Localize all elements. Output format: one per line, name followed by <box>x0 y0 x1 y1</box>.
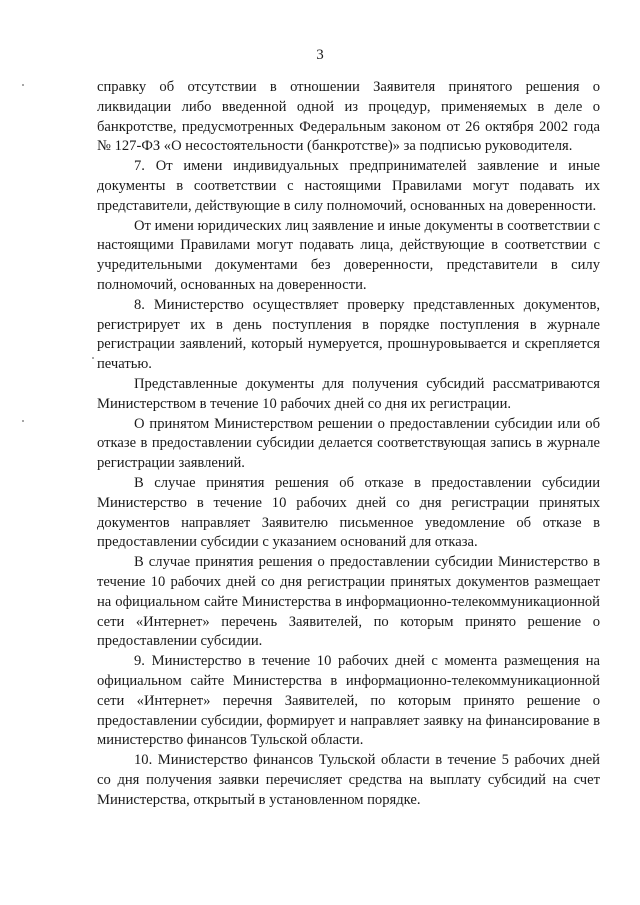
paragraph-clause-7-legal-entities: От имени юридических лиц заявление и иные документы в соответствии с настоящими Правилами могут подавать лица, действующие в соответствии с учредительными документами без доверенности, представители в силу полномочий, основанных на доверенности. <box>97 217 600 293</box>
paragraph-bankruptcy-certificate: справку об отсутствии в отношении Заявителя принятого решения о ликвидации либо введенной одной из процедур, применяемых в деле о банкротстве, предусмотренных Федеральным законом от 26 октября 2002 года № 127-ФЗ «О несостоятельности (банкротстве)» за подписью руководителя. <box>97 79 600 155</box>
paragraph-clause-10-funds-transfer: 10. Министерство финансов Тульской области в течение 5 рабочих дней со дня получения заявки перечисляет средства на выплату субсидий на счет Министерства, открытый в установленном порядке. <box>97 752 600 808</box>
paragraph-clause-8-verification: 8. Министерство осуществляет проверку представленных документов, регистрирует их в день поступления в порядке поступления в журнале регистрации заявлений, который нумеруется, прошнуровывается и скрепляется печатью. <box>97 296 600 373</box>
paragraph-clause-8-approval-publication: В случае принятия решения о предоставлении субсидии Министерство в течение 10 рабочих дней со дня регистрации принятых документов размещает на официальном сайте Министерства в информационно-телекоммуникационной сети «Интернет» перечень Заявителей, по которым принято решение о предоставлении субсидии. <box>97 554 600 650</box>
page-number: 3 <box>316 47 324 63</box>
document-body <box>97 78 600 810</box>
paragraph-clause-7-entrepreneurs: 7. От имени индивидуальных предпринимателей заявление и иные документы в соответствии с настоящими Правилами могут подавать их представители, действующие в силу полномочий, основанных на доверенности. <box>97 158 600 214</box>
paragraph-clause-8-refusal-notice: В случае принятия решения об отказе в предоставлении субсидии Министерство в течение 10 рабочих дней со дня регистрации принятых документов направляет Заявителю письменное уведомление об отказе в предоставлении субсидии с указанием оснований для отказа. <box>97 474 600 551</box>
paragraph-clause-8-review-term: Представленные документы для получения субсидий рассматриваются Министерством в течение 10 рабочих дней со дня их регистрации. <box>97 375 600 412</box>
scan-speck <box>22 84 24 86</box>
scan-speck <box>92 357 94 359</box>
paragraph-clause-9-financing-request: 9. Министерство в течение 10 рабочих дней с момента размещения на официальном сайте Министерства в информационно-телекоммуникационной сети «Интернет» перечня Заявителей, по которым принято решение о предоставлении субсидии, формирует и направляет заявку на финансирование в министерство финансов Тульской области. <box>97 653 600 749</box>
paragraph-clause-8-journal-entry: О принятом Министерством решении о предоставлении субсидии или об отказе в предоставлении субсидии делается соответствующая запись в журнале регистрации заявлений. <box>97 415 600 472</box>
scan-speck <box>22 420 24 422</box>
